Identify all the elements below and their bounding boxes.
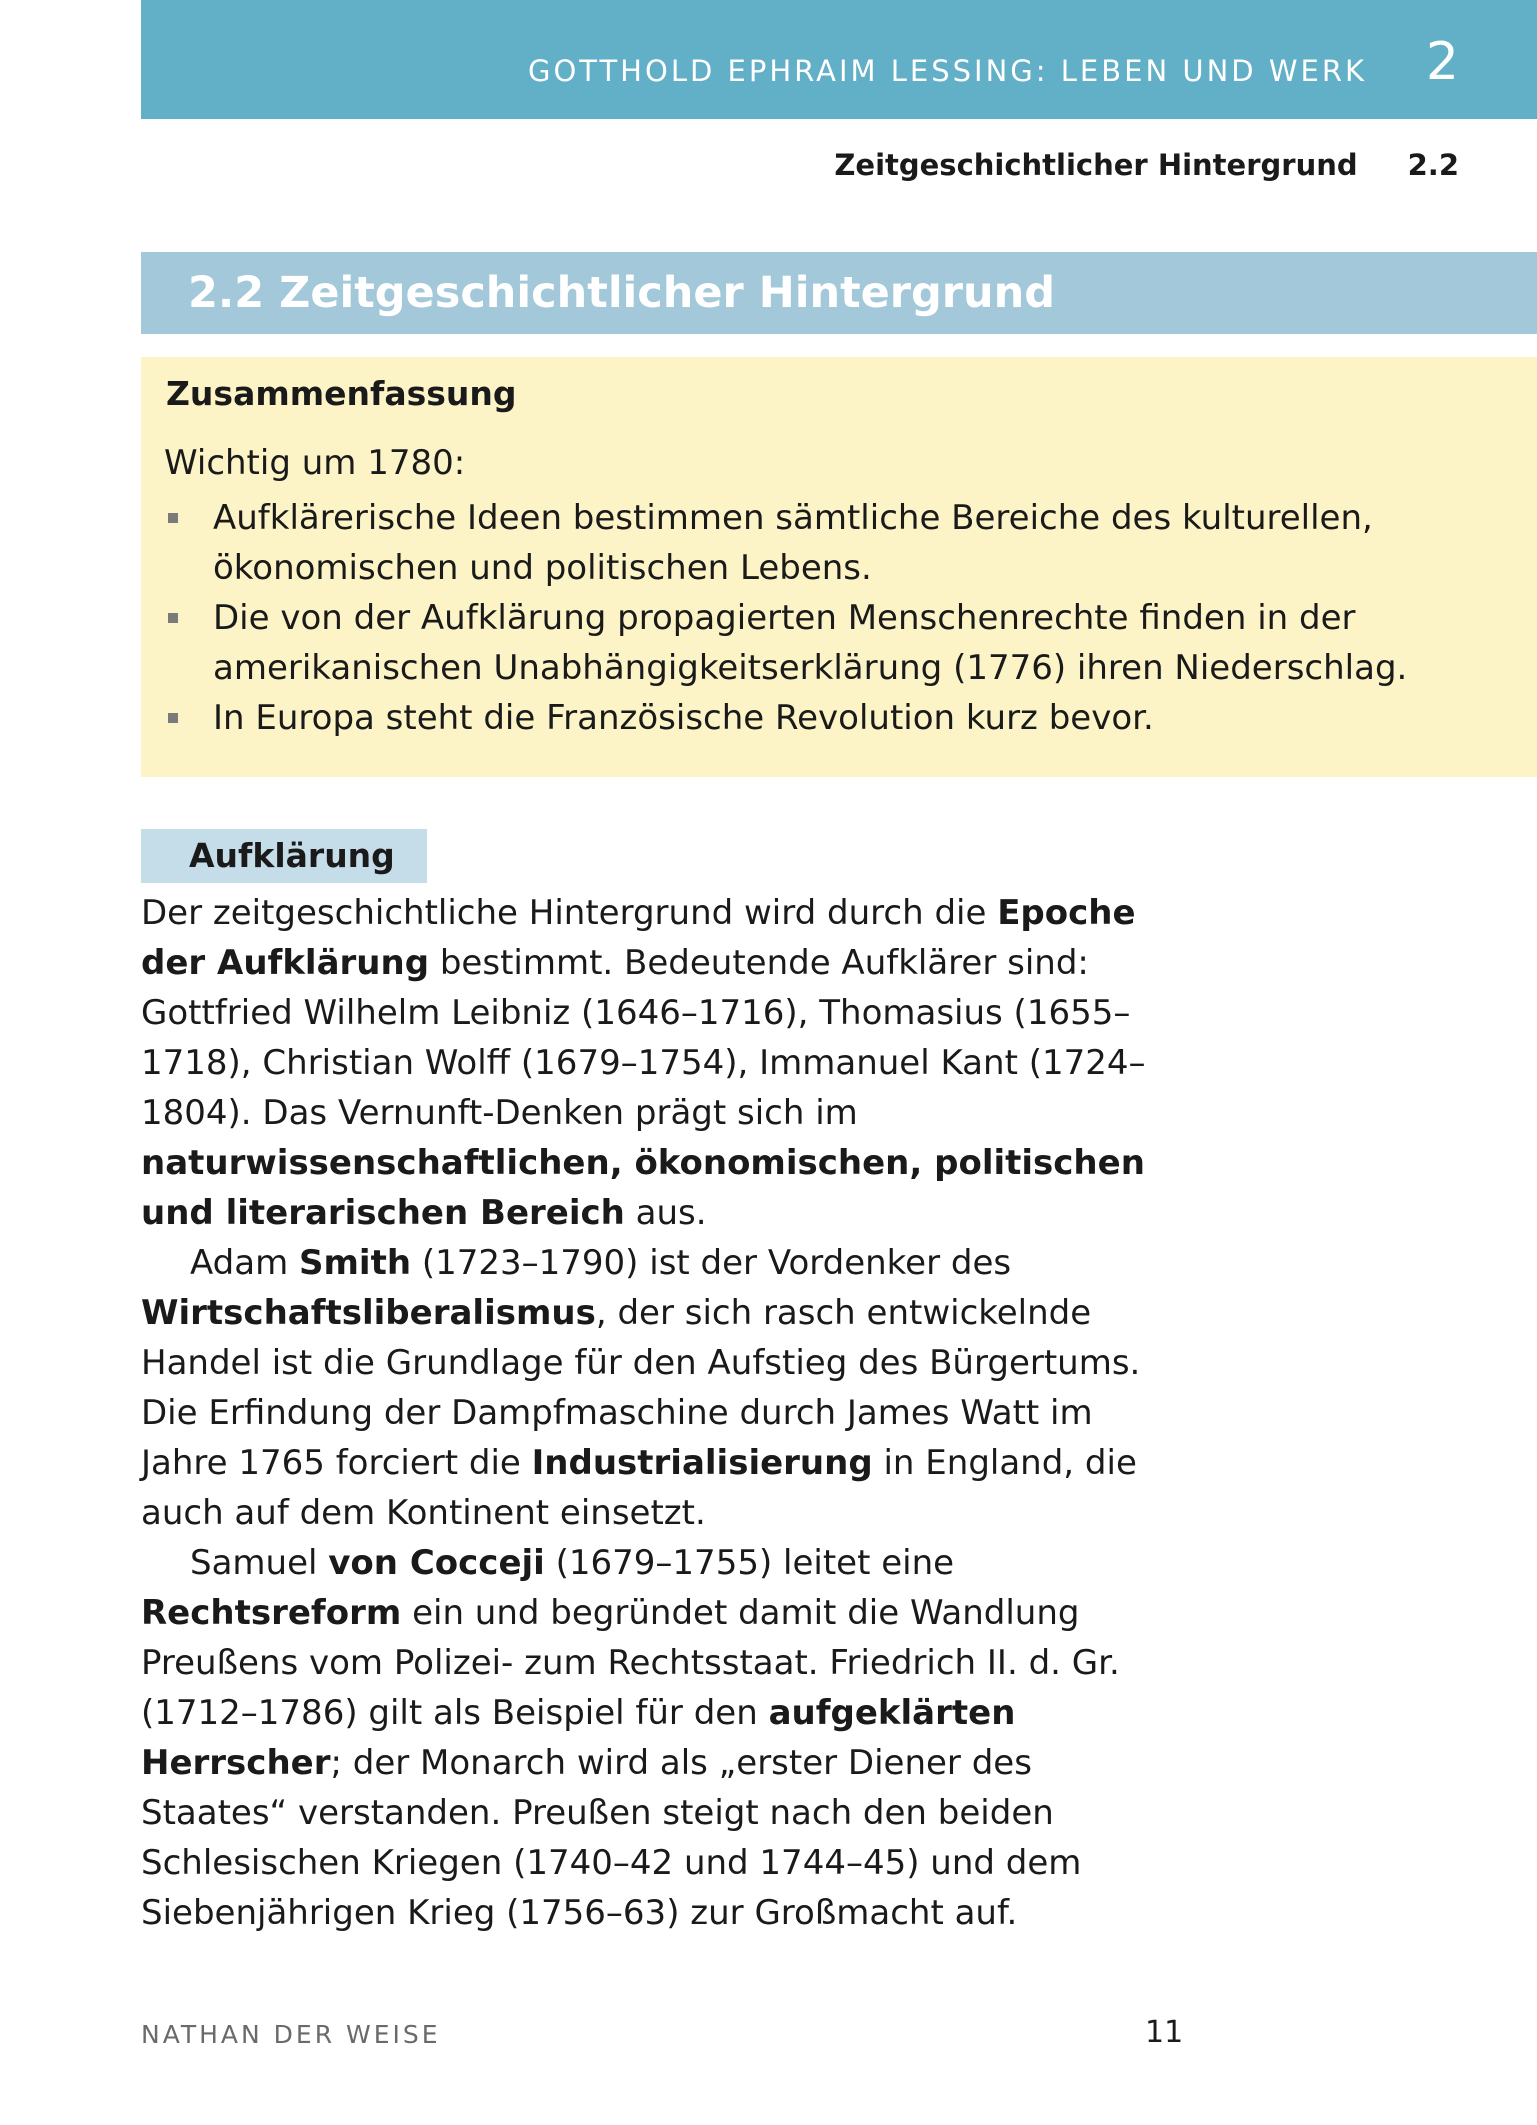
- list-item-text: Aufklärerische Ideen bestimmen sämtliche Bereiche des kulturellen, ökonomischen und politischen Lebens.: [213, 498, 1373, 588]
- margin-label: [141, 829, 427, 883]
- square-bullet-icon: [168, 613, 178, 623]
- list-item-text: In Europa steht die Französische Revolution kurz bevor.: [213, 698, 1154, 738]
- bold-term: Epoche der Aufklärung: [141, 893, 1136, 983]
- section-heading-band: [141, 252, 1537, 334]
- text-run: Der zeitgeschichtliche Hintergrund wird durch die: [141, 893, 998, 933]
- text-run: Samuel: [190, 1543, 329, 1583]
- section-title: 2.2 Zeitgeschichtlicher Hintergrund: [188, 268, 1055, 318]
- paragraph-3: [141, 1538, 1181, 1938]
- chapter-number: 2: [1425, 32, 1459, 92]
- list-item: [164, 593, 1513, 693]
- summary-intro: Wichtig um 1780:: [164, 443, 466, 483]
- bold-term: aufgeklärten Herrscher: [141, 1693, 1016, 1783]
- square-bullet-icon: [168, 513, 178, 523]
- text-run: ein und begründet damit die Wandlung Preußens vom Polizei- zum Rechtsstaat. Friedrich II. d. Gr. (1712–1786) gilt als Beispiel für den: [141, 1593, 1120, 1733]
- text-run: ; der Monarch wird als „erster Diener des Staates“ verstanden. Preußen steigt nach den beiden Schlesischen Kriegen (1740–42 und 1744–45) und dem Siebenjährigen Krieg (1756–63) zur Großmacht auf.: [141, 1743, 1082, 1933]
- bold-term: Rechtsreform: [141, 1593, 402, 1633]
- footer-book-title: NATHAN DER WEISE: [141, 2020, 441, 2049]
- chapter-title: GOTTHOLD EPHRAIM LESSING: LEBEN UND WERK: [527, 54, 1367, 88]
- paragraph-2: [141, 1238, 1181, 1538]
- text-run: aus.: [624, 1193, 707, 1233]
- margin-label-text: Aufklärung: [189, 836, 395, 875]
- list-item: [164, 493, 1513, 593]
- bold-term: naturwissenschaftlichen, ökonomischen, politischen und literarischen Bereich: [141, 1143, 1145, 1233]
- text-run: bestimmt. Bedeutende Aufklärer sind: Gottfried Wilhelm Leibniz (1646–1716), Thomasius (1655–1718), Christian Wolff (1679–1754), Immanuel Kant (1724–1804). Das Vernunft-Denken prägt sich im: [141, 943, 1146, 1133]
- text-run: , der sich rasch entwickelnde Handel ist die Grundlage für den Aufstieg des Bürgertums. Die Erfindung der Dampfmaschine durch James Watt im Jahre 1765 forciert die: [141, 1293, 1141, 1483]
- list-item-text: Die von der Aufklärung propagierten Menschenrechte finden in der amerikanischen Unabhängigkeitserklärung (1776) ihren Niederschlag.: [213, 598, 1408, 688]
- running-number: 2.2: [1407, 148, 1459, 182]
- bold-term: von Cocceji: [328, 1543, 545, 1583]
- text-run: in England, die auch auf dem Kontinent einsetzt.: [141, 1443, 1137, 1533]
- summary-box: [141, 357, 1537, 777]
- bold-term: Wirtschaftsliberalismus: [141, 1293, 596, 1333]
- summary-list: [164, 493, 1534, 743]
- text-run: (1679–1755) leitet eine: [544, 1543, 955, 1583]
- square-bullet-icon: [168, 713, 178, 723]
- list-item: [164, 693, 1513, 743]
- text-run: Adam: [190, 1243, 300, 1283]
- summary-heading: Zusammenfassung: [166, 374, 517, 413]
- paragraph-1: [141, 888, 1181, 1238]
- page-number: 11: [1145, 2015, 1184, 2050]
- chapter-header-band: [141, 0, 1537, 119]
- bold-term: Smith: [299, 1243, 412, 1283]
- running-head: [834, 148, 1459, 182]
- body-text: [141, 888, 1181, 1938]
- bold-term: Industrialisierung: [531, 1443, 873, 1483]
- text-run: (1723–1790) ist der Vordenker des: [411, 1243, 1012, 1283]
- running-title: Zeitgeschichtlicher Hintergrund: [834, 148, 1358, 182]
